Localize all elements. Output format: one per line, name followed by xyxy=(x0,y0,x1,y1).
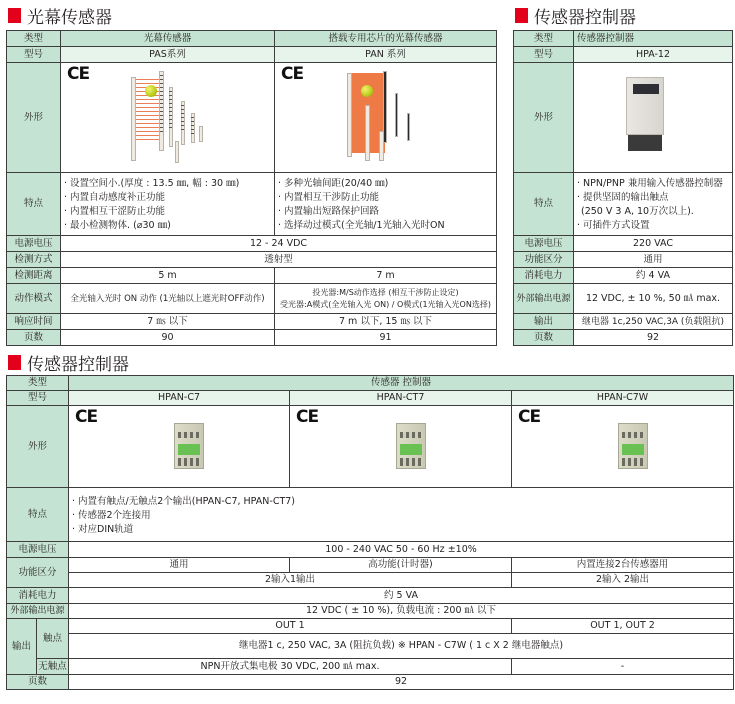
contact-out-c7w: OUT 1, OUT 2 xyxy=(512,619,734,634)
section-title: 传感器控制器 xyxy=(27,355,129,375)
appearance-row xyxy=(7,63,497,173)
section-heading-controller xyxy=(515,3,636,28)
hpan-ct7-module-image xyxy=(396,423,426,469)
label-model: 型号 xyxy=(514,47,574,63)
supply-row xyxy=(7,542,734,558)
operation-mode-pan xyxy=(275,284,497,314)
model-pas: PAS系列 xyxy=(61,47,275,63)
ce-mark-icon: CE xyxy=(281,64,304,84)
page-row xyxy=(7,675,734,690)
supply-value: 12 - 24 VDC xyxy=(61,236,497,252)
ce-mark-icon: CE xyxy=(75,407,98,427)
contact-spec-value: 继电器1 c, 250 VAC, 3A (阻抗负载) ※ HPAN - C7W ( 1 c X 2 继电器触点) xyxy=(69,634,734,659)
pan-light-curtain-image xyxy=(335,69,445,167)
label-features: 特点 xyxy=(7,173,61,236)
type-row xyxy=(7,31,497,47)
power-row xyxy=(514,268,733,284)
label-power: 消耗电力 xyxy=(514,268,574,284)
function-value: 通用 xyxy=(574,252,733,268)
detect-distance-pan: 7 m xyxy=(275,268,497,284)
feature-item: · 内置自动感度补正功能 xyxy=(64,192,166,203)
label-model: 型号 xyxy=(7,391,69,406)
feature-item: · 内置有触点/无触点2个输出(HPAN-C7, HPAN-CT7) xyxy=(72,495,296,507)
detect-method-value: 透射型 xyxy=(61,252,497,268)
operation-mode-pas: 全光轴入光时 ON 动作 (1光轴以上遮光时OFF动作) xyxy=(61,284,275,314)
no-contact-c7: NPN开放式集电极 30 VDC, 200 ㎃ max. xyxy=(69,659,512,675)
section-heading-light-curtain xyxy=(8,3,112,28)
contact-out-row xyxy=(7,619,734,634)
label-supply: 电源电压 xyxy=(7,542,69,558)
feature-item: · 最小检测物体. (⌀30 ㎜) xyxy=(64,220,171,231)
features-row xyxy=(7,173,497,236)
label-supply: 电源电压 xyxy=(514,236,574,252)
feature-item: · 内置相互干涩防止功能 xyxy=(64,206,166,217)
label-ext-output: 外部输出电源 xyxy=(514,284,574,314)
label-function: 功能区分 xyxy=(7,558,69,588)
operation-mode-line: 受光器:A模式(全光轴入光 ON) / O模式(1光轴入光ON选择) xyxy=(280,299,491,309)
supply-row xyxy=(514,236,733,252)
label-output: 输出 xyxy=(7,619,37,675)
pas-image-cell xyxy=(61,63,275,173)
ext-output-value: 12 VDC ( ± 10 %), 负载电流 : 200 ㎃ 以下 xyxy=(69,604,734,619)
model-row xyxy=(7,391,734,406)
label-page: 页数 xyxy=(7,675,69,690)
feature-item: · 设置空间小.(厚度 : 13.5 ㎜, 幅 : 30 ㎜) xyxy=(64,178,240,189)
response-time-pan: 7 m 以下, 15 ㎳ 以下 xyxy=(275,314,497,330)
features-value xyxy=(69,488,734,542)
function-ct7: 高功能(计时器) xyxy=(290,558,512,573)
light-curtain-table xyxy=(6,30,497,346)
model-ct7: HPAN-CT7 xyxy=(290,391,512,406)
features-row xyxy=(514,173,733,236)
model-row xyxy=(7,47,497,63)
ce-mark-icon: CE xyxy=(296,407,319,427)
label-detect-distance: 检测距离 xyxy=(7,268,61,284)
page-row xyxy=(514,330,733,346)
contact-spec-row xyxy=(7,634,734,659)
power-value: 约 4 VA xyxy=(574,268,733,284)
features-value xyxy=(574,173,733,236)
feature-item: · 可插件方式设置 xyxy=(577,220,650,231)
ce-mark-icon: CE xyxy=(67,64,90,84)
response-time-pas: 7 ㎳ 以下 xyxy=(61,314,275,330)
model-c7w: HPAN-C7W xyxy=(512,391,734,406)
label-page: 页数 xyxy=(514,330,574,346)
page-pas[interactable]: 90 xyxy=(61,330,275,346)
type-pas: 光幕传感器 xyxy=(61,31,275,47)
label-output: 输出 xyxy=(514,314,574,330)
label-power: 消耗电力 xyxy=(7,588,69,604)
ct7-image-cell xyxy=(290,406,512,488)
pan-image-cell xyxy=(275,63,497,173)
appearance-row xyxy=(7,406,734,488)
label-features: 特点 xyxy=(514,173,574,236)
output-value: 继电器 1c,250 VAC,3A (负载阻抗) xyxy=(574,314,733,330)
feature-item: (250 V 3 A, 10万次以上). xyxy=(581,206,694,217)
label-appearance: 外形 xyxy=(514,63,574,173)
type-value: 传感器 控制器 xyxy=(69,376,734,391)
label-appearance: 外形 xyxy=(7,406,69,488)
power-row xyxy=(7,588,734,604)
section-heading-controller-2 xyxy=(8,350,129,375)
detect-distance-pas: 5 m xyxy=(61,268,275,284)
ce-mark-icon: CE xyxy=(518,407,541,427)
features-pas xyxy=(61,173,275,236)
label-supply: 电源电压 xyxy=(7,236,61,252)
type-value: 传感器控制器 xyxy=(574,31,733,47)
feature-item: · 选择动过模式(全光轴/1光轴入光时ON xyxy=(278,220,445,231)
supply-value: 100 - 240 VAC 50 - 60 Hz ±10% xyxy=(69,542,734,558)
type-row xyxy=(7,376,734,391)
label-type: 类型 xyxy=(514,31,574,47)
function-row xyxy=(514,252,733,268)
page-value[interactable]: 92 xyxy=(574,330,733,346)
type-pan: 搭载专用芯片的光幕传感器 xyxy=(275,31,497,47)
model-value: HPA-12 xyxy=(574,47,733,63)
red-square-icon xyxy=(8,355,21,370)
label-model: 型号 xyxy=(7,47,61,63)
operation-mode-row xyxy=(7,284,497,314)
pas-light-curtain-image xyxy=(131,71,221,163)
feature-item: · 多种光轴间距(20/40 ㎜) xyxy=(278,178,389,189)
contact-out-c7: OUT 1 xyxy=(69,619,512,634)
section-title: 光幕传感器 xyxy=(27,8,112,28)
label-function: 功能区分 xyxy=(514,252,574,268)
model-c7: HPAN-C7 xyxy=(69,391,290,406)
model-row xyxy=(514,47,733,63)
no-contact-c7w: - xyxy=(512,659,734,675)
feature-item: · 内置相互干涉防止功能 xyxy=(278,192,380,203)
label-no-contact: 无触点 xyxy=(37,659,69,675)
c7-image-cell xyxy=(69,406,290,488)
label-response-time: 响应时间 xyxy=(7,314,61,330)
power-value: 约 5 VA xyxy=(69,588,734,604)
feature-item: · 对应DIN轨道 xyxy=(72,523,134,535)
label-ext-output: 外部输出电源 xyxy=(7,604,69,619)
label-page: 页数 xyxy=(7,330,61,346)
hpa12-controller-image xyxy=(626,77,664,157)
detect-method-row xyxy=(7,252,497,268)
label-features: 特点 xyxy=(7,488,69,542)
model-pan: PAN 系列 xyxy=(275,47,497,63)
appearance-row xyxy=(514,63,733,173)
operation-mode-line: 投光器:M/S动作选择 (相互干涉防止设定) xyxy=(312,287,459,297)
page-pan[interactable]: 91 xyxy=(275,330,497,346)
response-time-row xyxy=(7,314,497,330)
c7w-image-cell xyxy=(512,406,734,488)
label-detect-method: 检测方式 xyxy=(7,252,61,268)
label-contact: 触点 xyxy=(37,619,69,659)
io-c7-ct7: 2输入1输出 xyxy=(69,573,512,588)
hpan-table xyxy=(6,375,734,690)
page-row xyxy=(7,330,497,346)
feature-item: · 提供坚固的输出触点 xyxy=(577,192,669,203)
detect-distance-row xyxy=(7,268,497,284)
red-square-icon xyxy=(515,8,528,23)
function-c7: 通用 xyxy=(69,558,290,573)
features-row xyxy=(7,488,734,542)
label-type: 类型 xyxy=(7,31,61,47)
hpan-c7w-module-image xyxy=(618,423,648,469)
feature-item: · 内置输出短路保护回路 xyxy=(278,206,380,217)
label-appearance: 外形 xyxy=(7,63,61,173)
label-type: 类型 xyxy=(7,376,69,391)
output-row xyxy=(514,314,733,330)
hpa12-table xyxy=(513,30,733,346)
no-contact-row xyxy=(7,659,734,675)
function-c7w: 内置连接2台传感器用 xyxy=(512,558,734,573)
type-row xyxy=(514,31,733,47)
ext-output-value: 12 VDC, ± 10 %, 50 ㎃ max. xyxy=(574,284,733,314)
supply-row xyxy=(7,236,497,252)
section-title: 传感器控制器 xyxy=(534,8,636,28)
io-c7w: 2输入 2输出 xyxy=(512,573,734,588)
function-row xyxy=(7,558,734,573)
io-row xyxy=(7,573,734,588)
page-value[interactable]: 92 xyxy=(69,675,734,690)
feature-item: · 传感器2个连接用 xyxy=(72,509,151,521)
hpa12-image-cell xyxy=(574,63,733,173)
supply-value: 220 VAC xyxy=(574,236,733,252)
hpan-c7-module-image xyxy=(174,423,204,469)
features-pan xyxy=(275,173,497,236)
label-operation-mode: 动作模式 xyxy=(7,284,61,314)
red-square-icon xyxy=(8,8,21,23)
ext-output-row xyxy=(7,604,734,619)
feature-item: · NPN/PNP 兼用输入传感器控制器 xyxy=(577,178,723,189)
ext-output-row xyxy=(514,284,733,314)
